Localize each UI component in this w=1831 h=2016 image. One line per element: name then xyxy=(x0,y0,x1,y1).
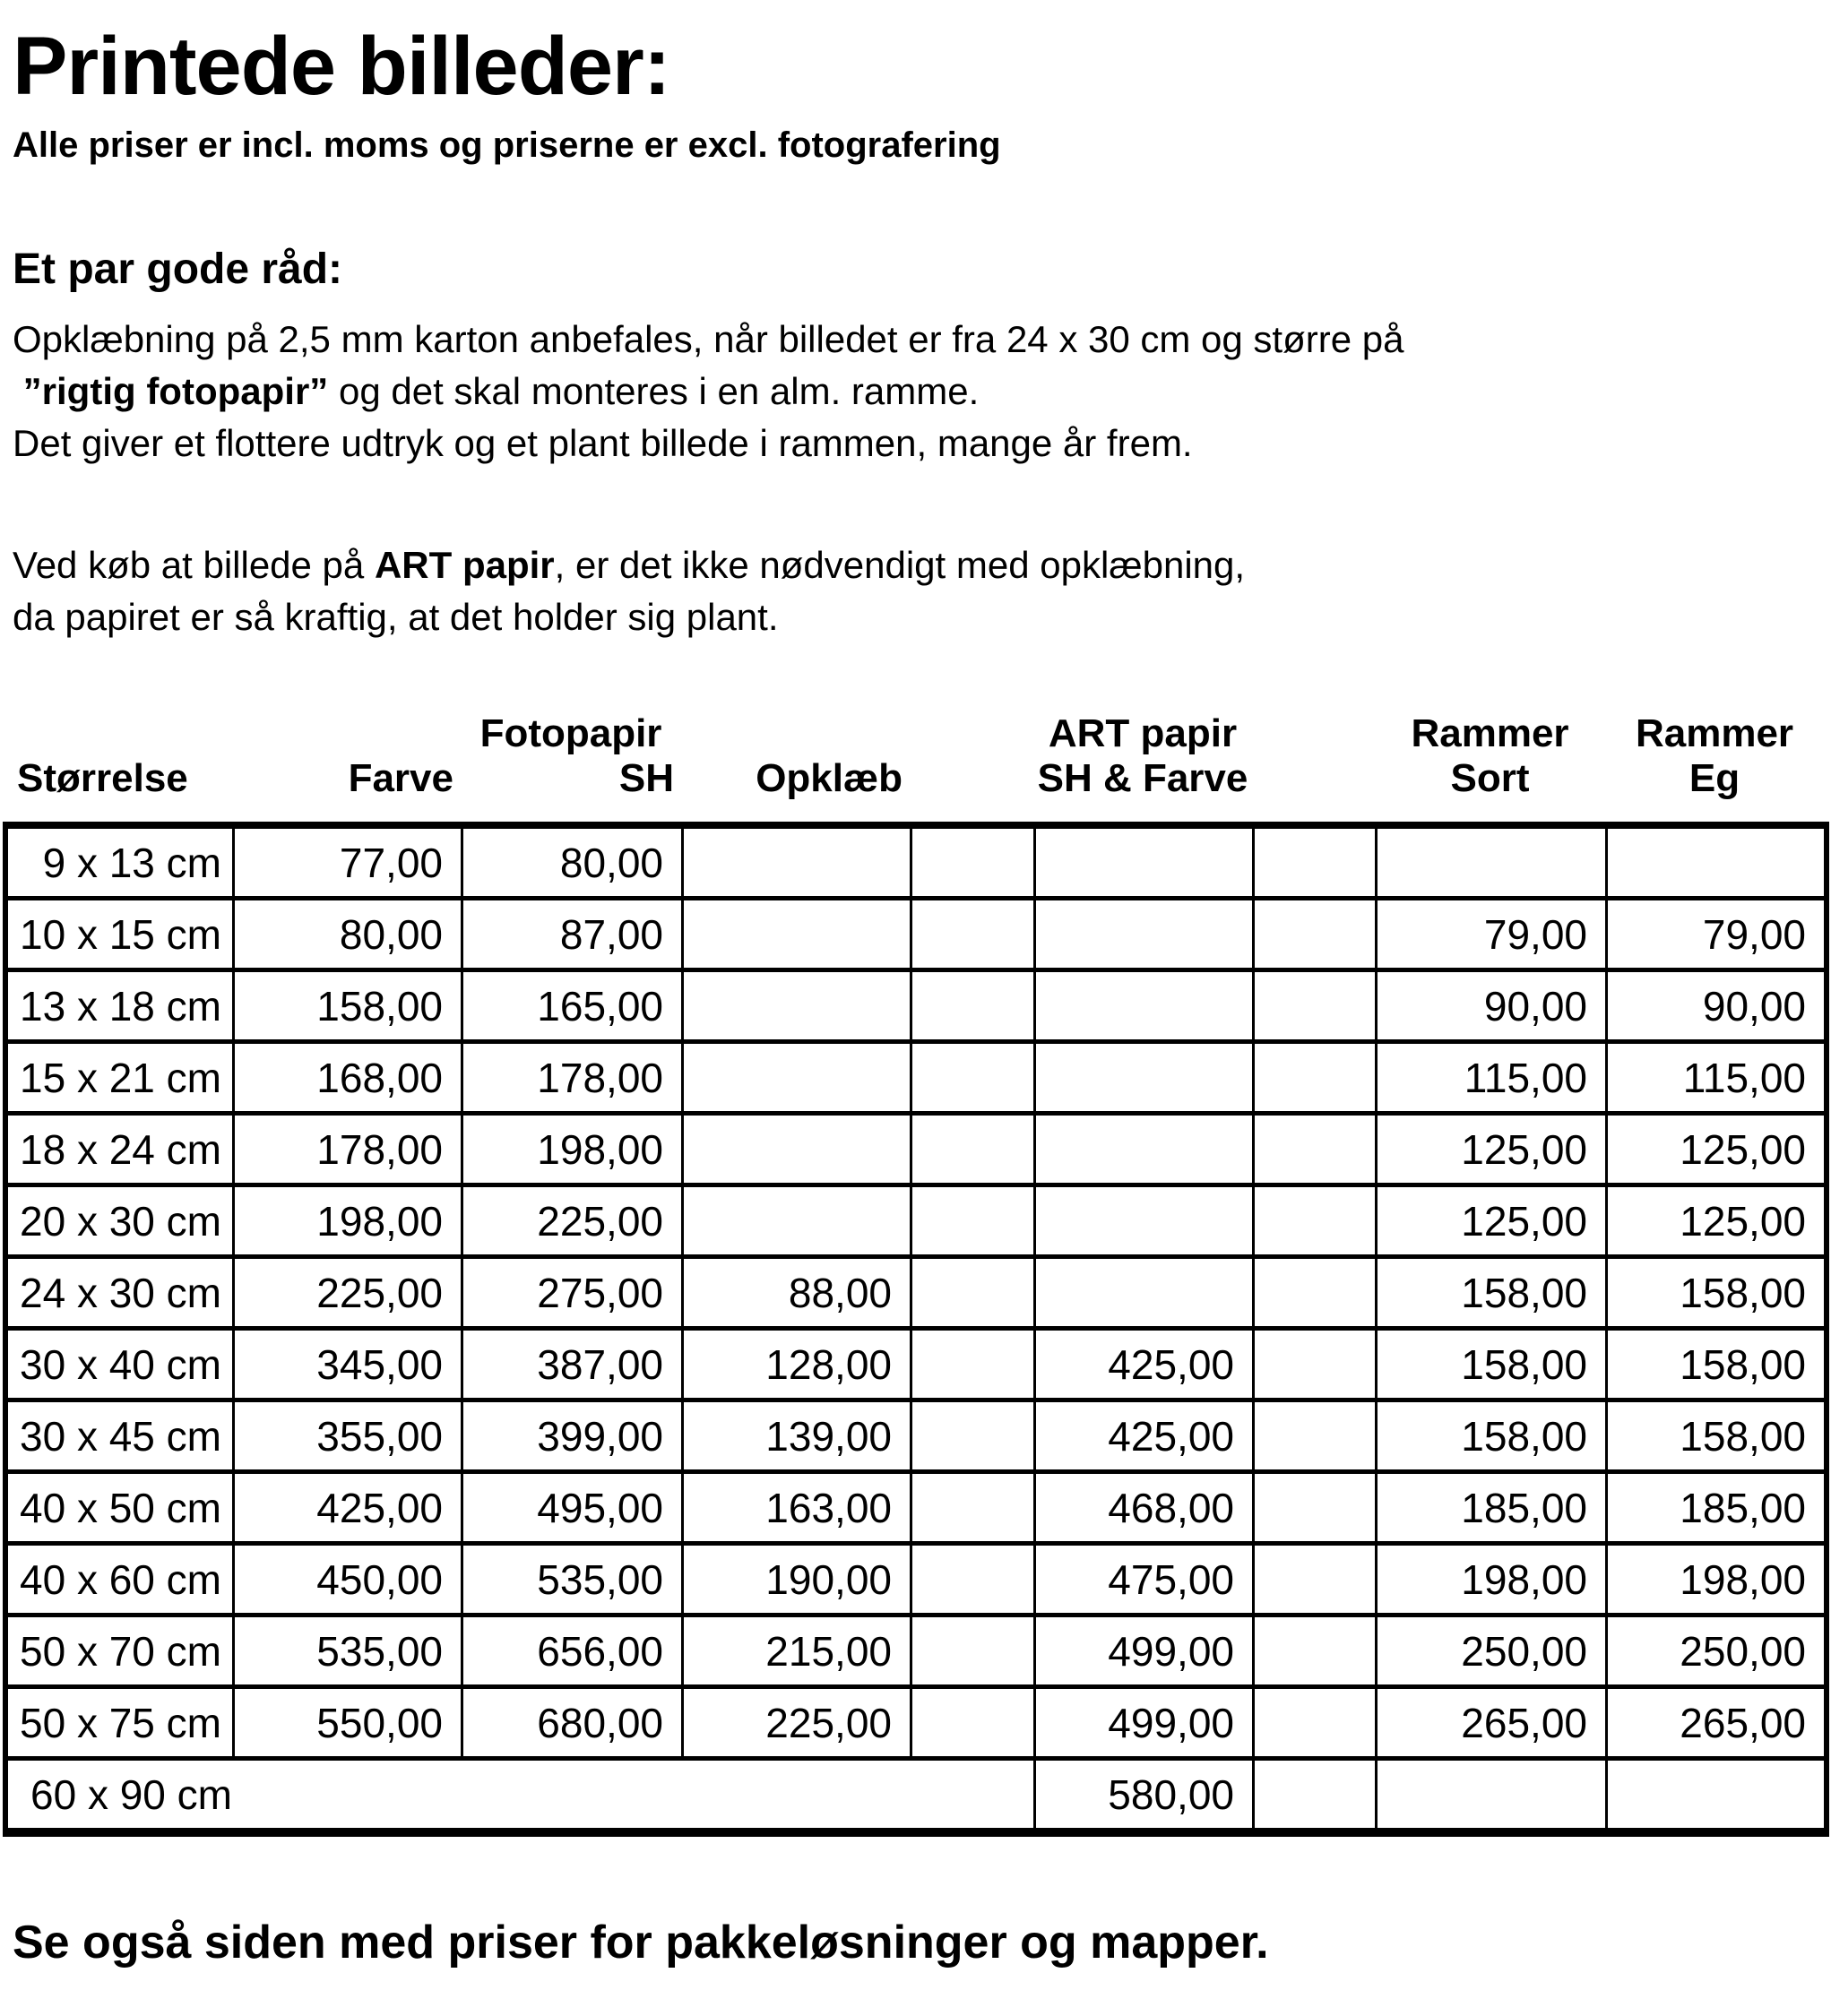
advice-p2-line1 xyxy=(13,544,1245,586)
cell-size: 18 x 24 cm xyxy=(20,1126,221,1174)
cell-size: 50 x 70 cm xyxy=(20,1628,221,1676)
cell-opklaeb xyxy=(681,829,910,896)
table-row xyxy=(8,1259,1824,1331)
cell-eg: 158,00 xyxy=(1605,1259,1824,1326)
cell-sort: 158,00 xyxy=(1375,1402,1605,1469)
advice-p1-line1: Opklæbning på 2,5 mm karton anbefales, når billedet er fra 24 x 30 cm og større på xyxy=(13,318,1404,361)
cell-eg: 115,00 xyxy=(1605,1044,1824,1111)
cell-sh-farve: 425,00 xyxy=(1033,1402,1252,1469)
cell-eg xyxy=(1605,829,1824,896)
cell-sh-farve: 468,00 xyxy=(1033,1474,1252,1541)
group-header-fotopapir: Fotopapir xyxy=(479,711,662,756)
cell-sort xyxy=(1375,829,1605,896)
col-header-sh-farve: SH & Farve xyxy=(1037,756,1248,801)
col-header-eg: Eg xyxy=(1688,756,1740,801)
cell-eg: 79,00 xyxy=(1605,900,1824,968)
cell-farve: 158,00 xyxy=(232,972,461,1039)
advice-p2-line1-rest: , er det ikke nødvendigt med opklæbning, xyxy=(554,544,1246,587)
cell-eg: 198,00 xyxy=(1605,1546,1824,1613)
cell-opklaeb: 215,00 xyxy=(681,1617,910,1684)
table-row xyxy=(8,1044,1824,1116)
group-header-rammer-sort: Rammer xyxy=(1411,711,1569,756)
cell-opklaeb: 128,00 xyxy=(681,1331,910,1398)
cell-sh-farve: 475,00 xyxy=(1033,1546,1252,1613)
cell-sh-farve xyxy=(1033,829,1252,896)
cell-spacer xyxy=(910,1259,1033,1326)
footer-note: Se også siden med priser for pakkeløsninger og mapper. xyxy=(13,1917,1269,1969)
advice-p2-line2: da papiret er så kraftig, at det holder sig plant. xyxy=(13,596,779,639)
cell-spacer xyxy=(1252,1546,1375,1613)
cell-opklaeb xyxy=(681,1116,910,1183)
table-row xyxy=(8,1116,1824,1187)
cell-sort: 265,00 xyxy=(1375,1689,1605,1756)
cell-size: 9 x 13 cm xyxy=(42,840,221,887)
cell-spacer xyxy=(1252,972,1375,1039)
cell-eg: 125,00 xyxy=(1605,1187,1824,1254)
cell-size: 24 x 30 cm xyxy=(20,1270,221,1317)
cell-spacer xyxy=(910,1546,1033,1613)
cell-sh-farve: 425,00 xyxy=(1033,1331,1252,1398)
cell-eg: 250,00 xyxy=(1605,1617,1824,1684)
cell-farve: 450,00 xyxy=(232,1546,461,1613)
cell-opklaeb xyxy=(681,900,910,968)
cell-sh: 275,00 xyxy=(461,1259,681,1326)
cell-sh: 178,00 xyxy=(461,1044,681,1111)
cell-sh-farve xyxy=(1033,1259,1252,1326)
cell-size: 20 x 30 cm xyxy=(20,1198,221,1245)
col-header-size: Størrelse xyxy=(17,756,188,801)
cell-sh: 165,00 xyxy=(461,972,681,1039)
table-row xyxy=(8,1546,1824,1617)
cell-sort: 198,00 xyxy=(1375,1546,1605,1613)
cell-sh: 535,00 xyxy=(461,1546,681,1613)
cell-spacer xyxy=(1252,1689,1375,1756)
cell-sh-farve xyxy=(1033,1116,1252,1183)
cell-sh: 656,00 xyxy=(461,1617,681,1684)
cell-spacer xyxy=(1252,1474,1375,1541)
cell-size: 30 x 40 cm xyxy=(20,1341,221,1389)
table-column-headers xyxy=(3,707,1829,803)
cell-sh-farve xyxy=(1033,972,1252,1039)
cell-size: 40 x 50 cm xyxy=(20,1485,221,1532)
cell-spacer xyxy=(1252,1402,1375,1469)
cell-eg: 158,00 xyxy=(1605,1331,1824,1398)
col-header-farve: Farve xyxy=(348,756,453,801)
cell-size-merged: 60 x 90 cm xyxy=(30,1771,232,1819)
cell-spacer xyxy=(910,1689,1033,1756)
cell-spacer xyxy=(910,972,1033,1039)
cell-opklaeb: 190,00 xyxy=(681,1546,910,1613)
cell-spacer xyxy=(1252,1187,1375,1254)
group-header-rammer-eg: Rammer xyxy=(1635,711,1794,756)
cell-farve: 550,00 xyxy=(232,1689,461,1756)
cell-eg: 90,00 xyxy=(1605,972,1824,1039)
advice-p1-line2 xyxy=(13,370,979,412)
cell-spacer xyxy=(910,1617,1033,1684)
cell-sh: 225,00 xyxy=(461,1187,681,1254)
cell-opklaeb xyxy=(681,1044,910,1111)
cell-spacer xyxy=(910,1116,1033,1183)
cell-sort xyxy=(1375,1761,1605,1828)
cell-farve: 225,00 xyxy=(232,1259,461,1326)
cell-size: 15 x 21 cm xyxy=(20,1055,221,1102)
cell-sh-farve: 499,00 xyxy=(1033,1689,1252,1756)
cell-spacer xyxy=(910,1187,1033,1254)
table-row xyxy=(8,972,1824,1044)
cell-sh: 87,00 xyxy=(461,900,681,968)
cell-opklaeb: 163,00 xyxy=(681,1474,910,1541)
table-row xyxy=(8,1689,1824,1761)
cell-farve: 178,00 xyxy=(232,1116,461,1183)
cell-sh-farve: 499,00 xyxy=(1033,1617,1252,1684)
cell-sh-farve: 580,00 xyxy=(1033,1761,1252,1828)
cell-size: 50 x 75 cm xyxy=(20,1700,221,1747)
cell-sh-farve xyxy=(1033,1187,1252,1254)
table-row-last xyxy=(8,1761,1824,1828)
cell-sort: 158,00 xyxy=(1375,1331,1605,1398)
table-row xyxy=(8,1617,1824,1689)
cell-spacer xyxy=(910,900,1033,968)
cell-spacer xyxy=(1252,1761,1375,1828)
advice-paragraph-2 xyxy=(13,539,1831,643)
cell-size: 10 x 15 cm xyxy=(20,911,221,959)
cell-spacer xyxy=(910,1044,1033,1111)
cell-farve: 77,00 xyxy=(232,829,461,896)
advice-p1-line2-pre xyxy=(13,370,23,412)
cell-sort: 90,00 xyxy=(1375,972,1605,1039)
cell-sort: 185,00 xyxy=(1375,1474,1605,1541)
cell-spacer xyxy=(910,1474,1033,1541)
cell-eg xyxy=(1605,1761,1824,1828)
cell-spacer xyxy=(910,1331,1033,1398)
cell-sh-farve xyxy=(1033,1044,1252,1111)
cell-opklaeb xyxy=(681,972,910,1039)
cell-size: 13 x 18 cm xyxy=(20,983,221,1030)
cell-spacer xyxy=(1252,1259,1375,1326)
cell-sort: 125,00 xyxy=(1375,1187,1605,1254)
cell-spacer xyxy=(1252,1331,1375,1398)
cell-sort: 158,00 xyxy=(1375,1259,1605,1326)
cell-spacer xyxy=(1252,829,1375,896)
cell-sh: 80,00 xyxy=(461,829,681,896)
advice-p1-line2-bold: ”rigtig fotopapir” xyxy=(22,370,329,413)
cell-farve: 425,00 xyxy=(232,1474,461,1541)
cell-spacer xyxy=(1252,1044,1375,1111)
cell-farve: 355,00 xyxy=(232,1402,461,1469)
page-title: Printede billeder: xyxy=(13,21,670,112)
cell-opklaeb: 88,00 xyxy=(681,1259,910,1326)
cell-spacer xyxy=(1252,900,1375,968)
price-table xyxy=(3,822,1829,1837)
cell-farve: 535,00 xyxy=(232,1617,461,1684)
cell-farve: 80,00 xyxy=(232,900,461,968)
advice-p2-line1-bold: ART papir xyxy=(374,544,555,587)
cell-opklaeb xyxy=(681,1187,910,1254)
table-row xyxy=(8,1187,1824,1259)
cell-size: 40 x 60 cm xyxy=(20,1556,221,1604)
cell-size: 30 x 45 cm xyxy=(20,1413,221,1460)
cell-spacer xyxy=(910,829,1033,896)
cell-sh: 387,00 xyxy=(461,1331,681,1398)
cell-sh: 495,00 xyxy=(461,1474,681,1541)
table-row xyxy=(8,829,1824,900)
col-header-sh: SH xyxy=(618,756,674,801)
table-row xyxy=(8,1474,1824,1546)
cell-eg: 158,00 xyxy=(1605,1402,1824,1469)
cell-spacer xyxy=(1252,1617,1375,1684)
group-header-art-papir: ART papir xyxy=(1048,711,1238,756)
cell-spacer xyxy=(910,1402,1033,1469)
cell-sh: 198,00 xyxy=(461,1116,681,1183)
col-header-sort: Sort xyxy=(1450,756,1530,801)
cell-farve: 198,00 xyxy=(232,1187,461,1254)
cell-sort: 250,00 xyxy=(1375,1617,1605,1684)
cell-sh-farve xyxy=(1033,900,1252,968)
cell-eg: 125,00 xyxy=(1605,1116,1824,1183)
cell-farve: 168,00 xyxy=(232,1044,461,1111)
advice-paragraph-1 xyxy=(13,314,1831,470)
advice-p2-line1-pre: Ved køb at billede på xyxy=(13,544,375,587)
table-row xyxy=(8,900,1824,972)
col-header-opklaeb: Opklæb xyxy=(756,756,903,801)
cell-spacer xyxy=(1252,1116,1375,1183)
advice-p1-line2-rest: og det skal monteres i en alm. ramme. xyxy=(328,370,980,413)
cell-sort: 79,00 xyxy=(1375,900,1605,968)
cell-opklaeb: 225,00 xyxy=(681,1689,910,1756)
table-row xyxy=(8,1402,1824,1474)
cell-sort: 125,00 xyxy=(1375,1116,1605,1183)
cell-sort: 115,00 xyxy=(1375,1044,1605,1111)
cell-eg: 185,00 xyxy=(1605,1474,1824,1541)
cell-farve: 345,00 xyxy=(232,1331,461,1398)
advice-heading: Et par gode råd: xyxy=(13,245,343,293)
page-subtitle: Alle priser er incl. moms og priserne er excl. fotografering xyxy=(13,125,1001,165)
table-row xyxy=(8,1331,1824,1402)
cell-sh: 399,00 xyxy=(461,1402,681,1469)
advice-p1-line3: Det giver et flottere udtryk og et plant billede i rammen, mange år frem. xyxy=(13,422,1193,465)
page xyxy=(0,20,1831,2016)
cell-eg: 265,00 xyxy=(1605,1689,1824,1756)
cell-sh: 680,00 xyxy=(461,1689,681,1756)
cell-opklaeb: 139,00 xyxy=(681,1402,910,1469)
